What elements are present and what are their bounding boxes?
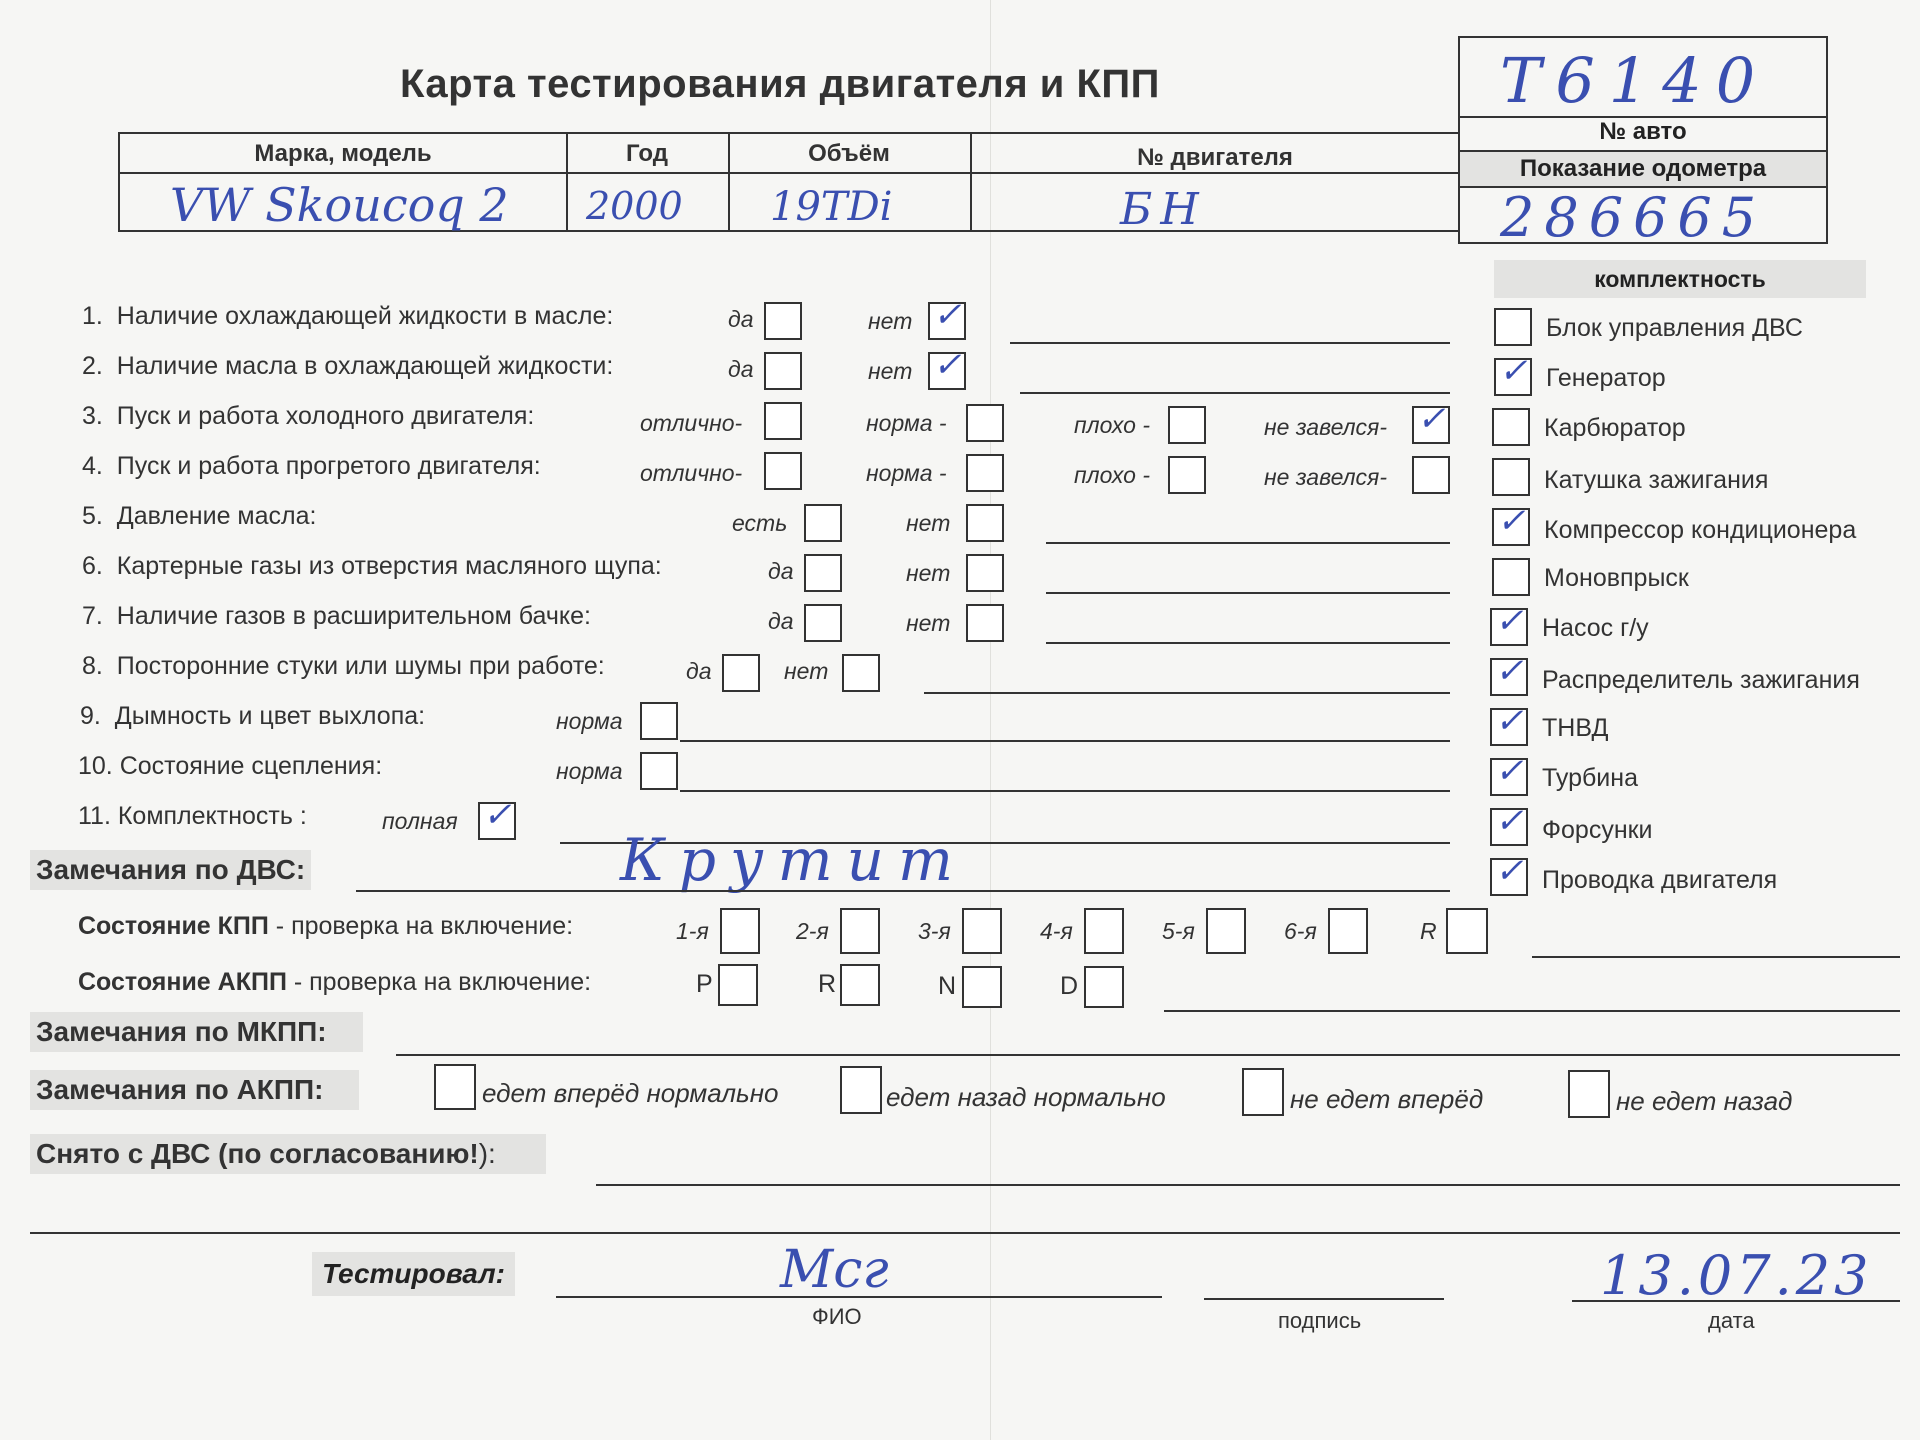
row7-notes-line [1046,642,1450,644]
row10-normal-label: норма [556,758,623,784]
row4-normal-label: норма - [866,460,947,486]
removed-line [596,1184,1900,1186]
page-title: Карта тестирования двигателя и КПП [400,62,1160,106]
row10-normal-checkbox[interactable] [640,752,678,790]
auto-number-label: № авто [1599,118,1687,145]
akpp-no-forward-checkbox[interactable] [1242,1068,1284,1116]
date-line [1572,1300,1900,1302]
row4-normal-checkbox[interactable] [966,454,1004,492]
akpp-no-forward-label: не едет вперёд [1290,1084,1484,1114]
kpp-notes-line [1532,956,1900,958]
kpp-gear-4-label: 4-я [1040,918,1073,944]
row8-no-checkbox[interactable] [842,654,880,692]
row5-yes-label: есть [732,510,788,536]
fio-line [556,1296,1162,1298]
kpp-gear-5-label: 5-я [1162,918,1195,944]
kpp-gear-2-label: 2-я [796,918,829,944]
item-8: 8. Посторонние стуки или шумы при работе: [82,652,605,680]
akpp-gear-r-checkbox[interactable] [840,964,880,1006]
row5-no-label: нет [906,510,951,536]
kit-checkbox[interactable] [1494,308,1532,346]
row11-full-checkbox[interactable]: ✓ [478,802,516,840]
row8-no-label: нет [784,658,829,684]
kpp-gear-6-checkbox[interactable] [1328,908,1368,954]
removed-from-engine-label: Снято с ДВС (по согласованию!): [30,1134,546,1174]
row8-notes-line [924,692,1450,694]
dvs-remarks-line [356,890,1450,892]
row3-excellent-checkbox[interactable] [764,402,802,440]
header-brand-model: Марка, модель [254,140,432,167]
kit-checkbox[interactable]: ✓ [1490,758,1528,796]
item-3: 3. Пуск и работа холодного двигателя: [82,402,535,430]
auto-number-value: Т6140 [1500,44,1770,117]
akpp-remarks-label: Замечания по АКПП: [30,1070,359,1110]
row2-no-label: нет [868,358,913,384]
akpp-forward-ok-label: едет вперёд нормально [482,1078,779,1108]
date-value: 13.07.23 [1600,1244,1873,1307]
row9-normal-label: норма [556,708,623,734]
row4-excellent-checkbox[interactable] [764,452,802,490]
akpp-notes-line [1164,1010,1900,1012]
item-4: 4. Пуск и работа прогретого двигателя: [82,452,541,480]
header-year: Год [626,140,668,167]
row7-no-checkbox[interactable] [966,604,1004,642]
tested-by-label: Тестировал: [312,1252,515,1296]
kit-checkbox[interactable] [1492,408,1530,446]
dvs-remarks-value: Крутит [620,826,968,894]
row1-yes-label: да [728,306,754,332]
item-7: 7. Наличие газов в расширительном бачке: [82,602,591,630]
header-volume: Объём [808,140,890,167]
akpp-no-backward-label: не едет назад [1616,1086,1793,1116]
akpp-no-backward-checkbox[interactable] [1568,1070,1610,1118]
kpp-gear-2-checkbox[interactable] [840,908,880,954]
row6-no-label: нет [906,560,951,586]
kpp-state-label: Состояние КПП - проверка на включение: [78,912,574,940]
row7-no-label: нет [906,610,951,636]
row3-no-start-checkbox[interactable]: ✓ [1412,406,1450,444]
mkpp-remarks-label: Замечания по МКПП: [30,1012,363,1052]
row2-notes-line [1020,392,1450,394]
akpp-backward-ok-label: едет назад нормально [886,1082,1166,1112]
signature-value: Мсг [780,1240,889,1300]
row1-yes-checkbox[interactable] [764,302,802,340]
row5-no-checkbox[interactable] [966,504,1004,542]
value-year: 2000 [586,184,683,228]
row10-notes-line [680,790,1450,792]
kit-checkbox[interactable]: ✓ [1490,858,1528,896]
kit-checkbox[interactable] [1492,458,1530,496]
value-brand-model: VW Skoucoq 2 [170,178,509,232]
item-10: 10. Состояние сцепления: [78,752,383,780]
kit-checkbox[interactable]: ✓ [1490,608,1528,646]
row8-yes-checkbox[interactable] [722,654,760,692]
row6-yes-checkbox[interactable] [804,554,842,592]
row2-yes-label: да [728,356,754,382]
row3-normal-label: норма - [866,410,947,436]
item-11: 11. Комплектность : [78,802,307,830]
row11-full-label: полная [382,808,458,834]
row3-excellent-label: отлично- [640,410,743,436]
item-5: 5. Давление масла: [82,502,317,530]
row3-bad-label: плохо - [1074,412,1150,438]
kit-heading: комплектность [1494,260,1866,298]
row2-yes-checkbox[interactable] [764,352,802,390]
akpp-gear-r-label: R [818,970,837,998]
odometer-label: Показание одометра [1460,150,1826,188]
kit-checkbox[interactable]: ✓ [1492,508,1530,546]
row4-excellent-label: отлично- [640,460,743,486]
auto-number-block [1458,36,1828,249]
item-9: 9. Дымность и цвет выхлопа: [80,702,426,730]
row1-notes-line [1010,342,1450,344]
row4-no-start-label: не завелся- [1264,464,1388,490]
header-engine-number: № двигателя [1137,144,1293,171]
mkpp-remarks-line [396,1054,1900,1056]
row5-notes-line [1046,542,1450,544]
row7-yes-label: да [768,608,794,634]
kit-checkbox[interactable]: ✓ [1490,708,1528,746]
kpp-gear-5-checkbox[interactable] [1206,908,1246,954]
value-engine-number: БН [1120,184,1207,235]
fio-label: ФИО [812,1304,862,1329]
row3-bad-checkbox[interactable] [1168,406,1206,444]
row9-notes-line [680,740,1450,742]
sign-label: подпись [1278,1308,1362,1333]
row4-bad-checkbox[interactable] [1168,456,1206,494]
akpp-gear-d-label: D [1060,972,1079,1000]
akpp-gear-p-checkbox[interactable] [718,964,758,1006]
akpp-backward-ok-checkbox[interactable] [840,1066,882,1114]
row3-no-start-label: не завелся- [1264,414,1388,440]
akpp-gear-n-label: N [938,972,957,1000]
akpp-forward-ok-checkbox[interactable] [434,1064,476,1110]
akpp-gear-n-checkbox[interactable] [962,966,1002,1008]
row1-no-label: нет [868,308,913,334]
item-1: 1. Наличие охлаждающей жидкости в масле: [82,302,614,330]
kpp-gear-r-label: R [1420,918,1437,944]
row6-notes-line [1046,592,1450,594]
kpp-gear-1-checkbox[interactable] [720,908,760,954]
kpp-gear-1-label: 1-я [676,918,709,944]
akpp-gear-p-label: P [696,970,713,998]
kit-checkbox[interactable]: ✓ [1494,358,1532,396]
item-2: 2. Наличие масла в охлаждающей жидкости: [82,352,614,380]
row7-yes-checkbox[interactable] [804,604,842,642]
row9-normal-checkbox[interactable] [640,702,678,740]
row6-yes-label: да [768,558,794,584]
kit-checkbox[interactable] [1492,558,1530,596]
odometer-value: 286665 [1500,186,1767,249]
akpp-gear-d-checkbox[interactable] [1084,966,1124,1008]
row6-no-checkbox[interactable] [966,554,1004,592]
kpp-gear-3-label: 3-я [918,918,951,944]
date-label: дата [1708,1308,1755,1333]
kpp-gear-3-checkbox[interactable] [962,908,1002,954]
kpp-gear-r-checkbox[interactable] [1446,908,1488,954]
kpp-gear-4-checkbox[interactable] [1084,908,1124,954]
item-6: 6. Картерные газы из отверстия масляного щупа: [82,552,662,580]
row1-no-checkbox[interactable]: ✓ [928,302,966,340]
kit-checkbox[interactable]: ✓ [1490,808,1528,846]
row4-no-start-checkbox[interactable] [1412,456,1450,494]
sign-line [1204,1298,1444,1300]
row2-no-checkbox[interactable]: ✓ [928,352,966,390]
kpp-gear-6-label: 6-я [1284,918,1317,944]
divider-line [30,1232,1900,1234]
row8-yes-label: да [686,658,712,684]
kit-checkbox[interactable]: ✓ [1490,658,1528,696]
row4-bad-label: плохо - [1074,462,1150,488]
row5-yes-checkbox[interactable] [804,504,842,542]
vehicle-table [118,132,1460,235]
row3-normal-checkbox[interactable] [966,404,1004,442]
akpp-state-label: Состояние АКПП - проверка на включение: [78,968,592,996]
dvs-remarks-label: Замечания по ДВС: [30,850,311,890]
value-volume: 19TDi [770,184,893,230]
